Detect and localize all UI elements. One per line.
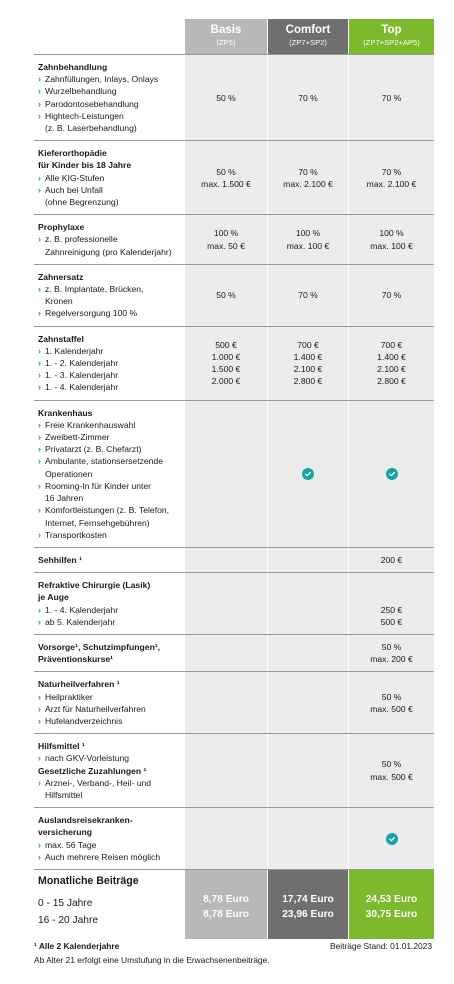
value-line: 2.800 € [377, 376, 406, 387]
age-label: 0 - 15 Jahre [38, 897, 93, 909]
chevron-right-icon: › [38, 358, 41, 369]
benefit-label [34, 635, 185, 671]
list-item-text: Zahnfüllungen, Inlays, Onlays [45, 74, 159, 85]
premium-value: 17,74 Euro [282, 893, 334, 905]
chevron-right-icon: › [38, 480, 41, 491]
list-item-text: Freie Krankenhauswahl [45, 419, 136, 430]
value-top [349, 808, 434, 869]
chevron-right-icon: › [38, 345, 41, 356]
list-item [38, 529, 183, 541]
chevron-right-icon: › [38, 432, 41, 443]
list-item-text: 1. - 4. Kalenderjahr [45, 382, 119, 393]
value-comfort [268, 635, 348, 671]
monthly-premiums [34, 869, 434, 939]
benefit-title: Hilfsmittel ¹ [38, 741, 85, 752]
list-item [38, 504, 183, 516]
benefit-label [34, 573, 185, 634]
tier-code: (ZP5) [216, 38, 236, 47]
value-line: 100 % [213, 228, 239, 239]
benefit-row [34, 140, 434, 214]
value-comfort [268, 808, 348, 869]
premium-value: 8,78 Euro [203, 893, 249, 905]
chevron-right-icon: › [38, 110, 41, 121]
value-comfort [268, 734, 348, 807]
list-item-text: Wurzelbehandlung [45, 86, 117, 97]
list-item-text: Parodontosebehandlung [45, 98, 139, 109]
list-item-text: Arzt für Naturheilverfahren [45, 703, 146, 714]
value-line: max. 50 € [207, 240, 245, 251]
value-line: 100 % [379, 228, 404, 239]
value-line: 2.000 € [211, 376, 241, 387]
value-top [349, 635, 434, 671]
list-item-continuation: (z. B. Laserbehandlung) [45, 123, 137, 134]
tariff-table [34, 19, 434, 939]
value-line: 700 € [380, 339, 403, 350]
value-line: 250 € [380, 604, 403, 615]
benefit-title: Sehhilfen ¹ [38, 554, 82, 565]
list-item [38, 691, 183, 703]
value-line: 1.400 € [293, 351, 323, 362]
value-line: 50 % [216, 290, 236, 301]
list-item [38, 480, 183, 492]
premium-date: Beiträge Stand: 01.01.2023 [330, 941, 432, 951]
benefit-label [34, 548, 185, 572]
value-line: max. 2.100 € [283, 178, 333, 189]
list-item-continuation: Operationen [45, 468, 93, 479]
list-item-text: Ambulante, stationsersetzende [45, 456, 163, 467]
value-basis [185, 573, 267, 634]
footnote-mark: ¹ [34, 941, 37, 951]
benefit-row [34, 572, 434, 634]
list-item-text: 1. - 3. Kalenderjahr [45, 370, 119, 381]
value-comfort [268, 573, 348, 634]
list-item-text: Heilpraktiker [45, 691, 93, 702]
list-item [38, 443, 183, 455]
value-comfort [268, 548, 348, 572]
age-note: Ab Alter 21 erfolgt eine Umstufung in die Erwachsenenbeiträge. [34, 955, 270, 965]
list-item-text: z. B. Implantate, Brücken, [45, 284, 144, 295]
list-item-text: Zweibett-Zimmer [45, 432, 110, 443]
check-circle-icon [386, 833, 398, 845]
value-line: 70 % [298, 290, 318, 301]
value-line: 200 € [380, 554, 403, 565]
benefit-title: Kieferorthopädie [38, 148, 107, 159]
benefit-title: Vorsorge¹, Schutzimpfungen¹, [38, 641, 161, 652]
list-item [38, 110, 183, 122]
list-item-continuation: Kronen [45, 296, 73, 307]
value-line: 70 % [381, 92, 402, 103]
list-item-text: Komfortleistungen (z. B. Telefon, [45, 505, 170, 516]
benefit-rows [34, 54, 434, 869]
value-line: 2.100 € [293, 364, 323, 375]
list-item [38, 431, 183, 443]
list-item-text: Rooming-In für Kinder unter [45, 480, 152, 491]
premium-value: 23,96 Euro [282, 908, 334, 920]
value-top [349, 573, 434, 634]
value-line: 70 % [381, 166, 402, 177]
list-item [38, 357, 183, 369]
chevron-right-icon: › [38, 777, 41, 788]
value-basis [185, 141, 267, 214]
value-top [349, 734, 434, 807]
chevron-right-icon: › [38, 529, 41, 540]
check-circle-icon [302, 468, 314, 480]
value-basis [185, 808, 267, 869]
value-line: 50 % [216, 166, 236, 177]
value-line: 70 % [298, 92, 318, 103]
chevron-right-icon: › [38, 419, 41, 430]
benefit-title: versicherung [38, 827, 92, 838]
benefit-title: für Kinder bis 18 Jahre [38, 160, 132, 171]
list-item-continuation: Hilfsmittel [45, 789, 83, 800]
chevron-right-icon: › [38, 616, 41, 627]
benefit-row [34, 400, 434, 547]
benefit-label [34, 215, 185, 264]
list-item [38, 419, 183, 431]
value-basis [185, 734, 267, 807]
list-item [38, 172, 183, 184]
benefit-label [34, 55, 185, 140]
chevron-right-icon: › [38, 444, 41, 455]
chevron-right-icon: › [38, 839, 41, 850]
chevron-right-icon: › [38, 234, 41, 245]
value-top [349, 265, 434, 326]
list-item-text: ab 5. Kalenderjahr [45, 616, 116, 627]
list-item-text: max. 56 Tage [45, 839, 97, 850]
value-top [349, 327, 434, 400]
benefit-row [34, 807, 434, 869]
chevron-right-icon: › [38, 505, 41, 516]
value-line: 500 € [380, 616, 403, 627]
premiums-title: Monatliche Beiträge [38, 874, 139, 887]
benefit-title: Prophylaxe [38, 222, 85, 233]
value-comfort [268, 401, 348, 547]
benefit-title: Naturheilverfahren ¹ [38, 679, 120, 690]
value-basis [185, 548, 267, 572]
value-top [349, 672, 434, 733]
value-comfort [268, 672, 348, 733]
chevron-right-icon: › [38, 604, 41, 615]
list-item [38, 381, 183, 393]
footnote-text: Alle 2 Kalenderjahre [38, 941, 120, 951]
value-line: max. 100 € [370, 240, 413, 251]
value-line: max. 500 € [370, 771, 413, 782]
benefit-row [34, 671, 434, 733]
list-item-text: Regelversorgung 100 % [45, 308, 138, 319]
list-item-text: Auch bei Unfall [45, 184, 103, 195]
benefit-title: Zahnersatz [38, 271, 84, 282]
list-item [38, 98, 183, 110]
benefit-label [34, 672, 185, 733]
list-item-text: 1. Kalenderjahr [45, 345, 104, 356]
chevron-right-icon: › [38, 184, 41, 195]
chevron-right-icon: › [38, 715, 41, 726]
benefit-title: Zahnstaffel [38, 333, 84, 344]
chevron-right-icon: › [38, 86, 41, 97]
chevron-right-icon: › [38, 703, 41, 714]
list-item [38, 703, 183, 715]
benefit-title: Präventionskurse¹ [38, 654, 113, 665]
value-basis [185, 55, 267, 140]
list-item-text: Transportkosten [45, 529, 107, 540]
value-comfort [268, 265, 348, 326]
value-top [349, 141, 434, 214]
footnote [34, 941, 119, 951]
chevron-right-icon: › [38, 851, 41, 862]
list-item [38, 85, 183, 97]
benefit-title: Refraktive Chirurgie (Lasik) [38, 580, 151, 591]
value-comfort [268, 327, 348, 400]
list-item-text: Arznei-, Verband-, Heil- und [45, 777, 152, 788]
list-item [38, 369, 183, 381]
value-line: 50 % [381, 641, 402, 652]
chevron-right-icon: › [38, 456, 41, 467]
benefit-label [34, 141, 185, 214]
value-comfort [268, 55, 348, 140]
list-item [38, 752, 183, 764]
list-item [38, 604, 183, 616]
list-item-text: 1. - 2. Kalenderjahr [45, 358, 119, 369]
premium-value: 30,75 Euro [365, 908, 418, 920]
value-line: 50 % [381, 691, 402, 702]
chevron-right-icon: › [38, 98, 41, 109]
value-line: max. 1.500 € [201, 178, 251, 189]
chevron-right-icon: › [38, 753, 41, 764]
list-item [38, 184, 183, 196]
value-top [349, 55, 434, 140]
list-item [38, 616, 183, 628]
value-line: 100 % [295, 228, 321, 239]
list-item-text: Alle KIG-Stufen [45, 172, 105, 183]
benefit-row [34, 214, 434, 264]
age-label: 16 - 20 Jahre [38, 914, 99, 926]
list-item [38, 233, 183, 245]
value-line: max. 100 € [286, 240, 330, 251]
list-item-continuation: 16 Jahren [45, 493, 84, 504]
value-line: 70 % [381, 290, 402, 301]
benefit-row [34, 733, 434, 807]
list-item [38, 283, 183, 295]
check-circle-icon [386, 468, 398, 480]
tier-code: (ZP7+SP2+AP5) [363, 38, 420, 47]
list-item [38, 777, 183, 789]
benefit-title: Zahnbehandlung [38, 62, 108, 72]
list-item-continuation: Zahnreinigung (pro Kalenderjahr) [45, 246, 172, 257]
tier-header-basis [185, 19, 267, 54]
value-line: 2.800 € [293, 376, 323, 387]
benefit-row [34, 547, 434, 572]
value-line: 50 % [216, 92, 236, 103]
value-line: max. 200 € [370, 654, 413, 665]
value-basis [185, 327, 267, 400]
benefit-row [34, 54, 434, 140]
value-basis [185, 635, 267, 671]
value-line: max. 500 € [370, 703, 413, 714]
benefit-label [34, 327, 185, 400]
value-basis [185, 215, 267, 264]
list-item [38, 715, 183, 727]
value-line: 1.400 € [377, 351, 406, 362]
benefit-row [34, 634, 434, 671]
chevron-right-icon: › [38, 370, 41, 381]
value-line: 70 % [298, 166, 318, 177]
value-comfort [268, 141, 348, 214]
premium-value: 8,78 Euro [203, 908, 249, 920]
value-top [349, 548, 434, 572]
benefit-label [34, 734, 185, 807]
tier-name: Comfort [285, 24, 331, 36]
tier-code: (ZP7+SP2) [289, 38, 327, 47]
value-line: 50 % [381, 759, 402, 770]
tier-name: Top [381, 24, 402, 36]
list-item [38, 73, 183, 85]
list-item [38, 455, 183, 467]
list-item [38, 839, 183, 851]
benefit-label [34, 401, 185, 547]
benefit-title: Gesetzliche Zuzahlungen ¹ [38, 765, 147, 776]
list-item-text: z. B. professionelle [45, 234, 118, 245]
list-item-continuation: (ohne Begrenzung) [45, 197, 119, 208]
list-item-text: Hightech-Leistungen [45, 110, 124, 121]
tier-name: Basis [210, 24, 242, 36]
chevron-right-icon: › [38, 284, 41, 295]
list-item-text: Auch mehrere Reisen möglich [45, 851, 161, 862]
premium-value: 24,53 Euro [365, 893, 418, 905]
benefit-title: Auslandsreisekranken- [38, 815, 133, 826]
benefit-title: je Auge [38, 592, 69, 603]
value-line: max. 2.100 € [366, 178, 417, 189]
list-item-text: 1. - 4. Kalenderjahr [45, 604, 119, 615]
value-basis [185, 401, 267, 547]
benefit-row [34, 264, 434, 326]
tier-header-comfort [268, 19, 348, 54]
tier-header-top [349, 19, 434, 54]
list-item [38, 307, 183, 319]
benefit-label [34, 265, 185, 326]
list-item [38, 851, 183, 863]
value-top [349, 215, 434, 264]
list-item-text: Privatarzt (z. B. Chefarzt) [45, 444, 142, 455]
list-item-text: nach GKV-Vorleistung [45, 753, 130, 764]
list-item [38, 345, 183, 357]
value-line: 1.500 € [211, 364, 241, 375]
chevron-right-icon: › [38, 308, 41, 319]
value-basis [185, 672, 267, 733]
chevron-right-icon: › [38, 382, 41, 393]
value-line: 1.000 € [211, 351, 241, 362]
benefit-title: Krankenhaus [38, 407, 93, 418]
chevron-right-icon: › [38, 691, 41, 702]
value-line: 500 € [215, 339, 237, 350]
value-comfort [268, 215, 348, 264]
benefit-row [34, 326, 434, 400]
list-item-continuation: Internet, Fernsehgebühren) [45, 517, 150, 528]
value-basis [185, 265, 267, 326]
value-line: 2.100 € [377, 364, 406, 375]
benefit-label [34, 808, 185, 869]
chevron-right-icon: › [38, 74, 41, 85]
value-top [349, 401, 434, 547]
value-line: 700 € [297, 339, 319, 350]
chevron-right-icon: › [38, 172, 41, 183]
table-header [34, 19, 434, 54]
list-item-text: Hufelandverzeichnis [45, 715, 123, 726]
